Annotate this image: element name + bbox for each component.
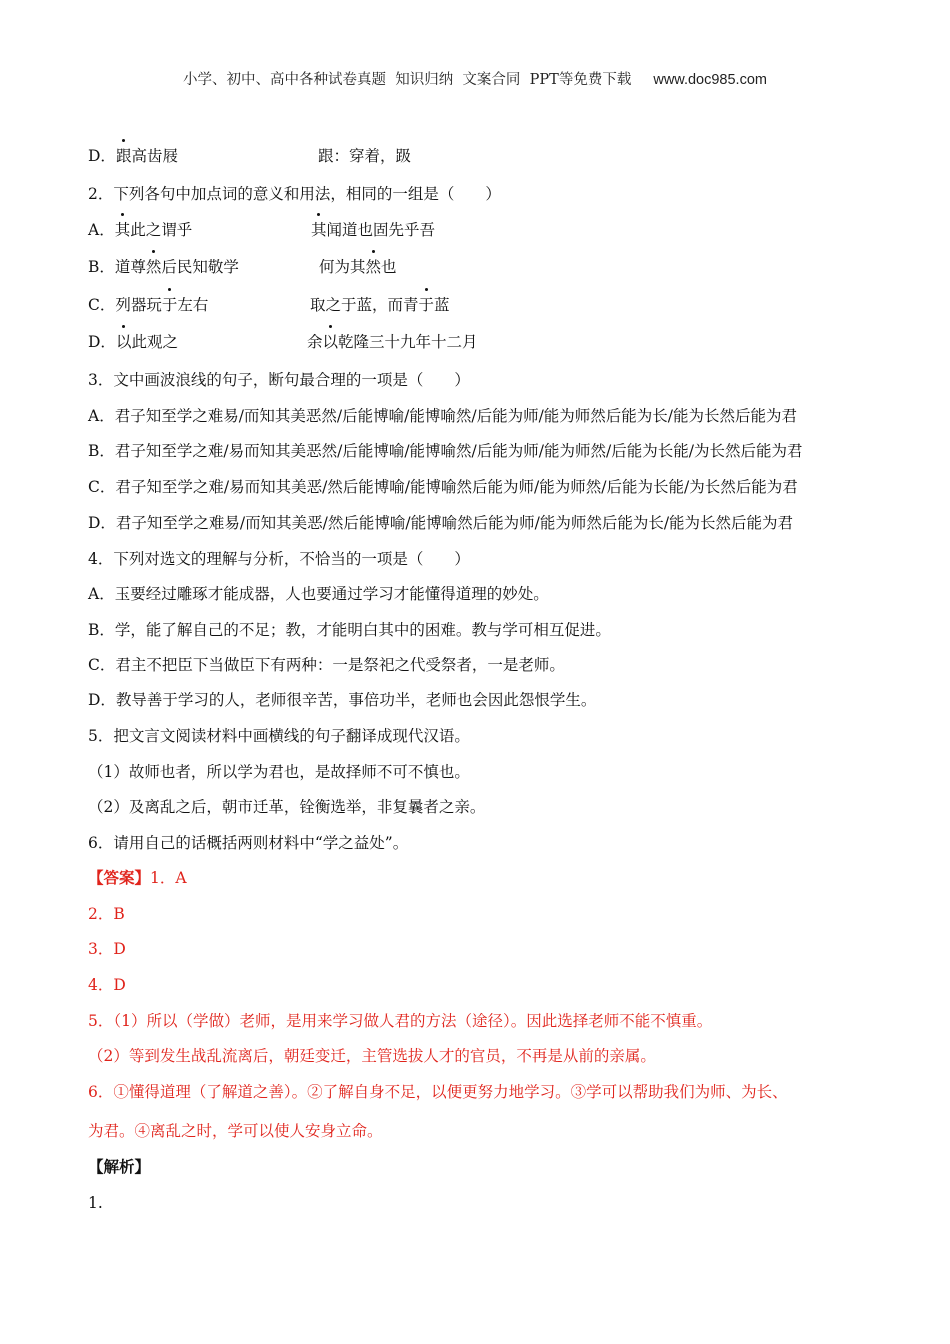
- q3-option-b: B．君子知至学之难/易而知其美恶然/后能博喻/能博喻然/后能为师/能为师然/后能为长能/为长然后能为君: [88, 442, 803, 460]
- q2-option-c: [88, 295, 450, 315]
- q4-stem: 4．下列对选文的理解与分析，不恰当的一项是（ ）: [88, 550, 470, 568]
- page-header: [0, 68, 950, 89]
- header-url[interactable]: www.doc985.com: [653, 72, 767, 88]
- text-pre: 列器玩: [115, 296, 162, 314]
- text-post: 也: [381, 258, 397, 276]
- answer-6-line-2: 为君。④离乱之时，学可以使人安身立命。: [88, 1122, 383, 1140]
- answer-line-1: [88, 868, 187, 888]
- q2-stem: 2．下列各句中加点词的意义和用法，相同的一组是（ ）: [88, 185, 501, 203]
- q4-option-c: C．君主不把臣下当做臣下有两种：一是祭祀之代受祭者，一是老师。: [88, 656, 565, 674]
- text-post: 此之谓乎: [130, 221, 193, 239]
- option-sentence-2: [307, 332, 478, 352]
- header-text: 小学、初中、高中各种试卷真题 知识归纳 文案合同 PPT等免费下载: [183, 72, 632, 88]
- option-label: B．: [88, 258, 115, 276]
- q3-stem: 3．文中画波浪线的句子，断句最合理的一项是（ ）: [88, 371, 470, 389]
- dotted-char: 于: [418, 296, 435, 314]
- q1-option-d: [88, 146, 412, 166]
- q4-option-d: D．教导善于学习的人，老师很辛苦，事倍功半，老师也会因此怨恨学生。: [88, 691, 597, 709]
- option-sentence-2: [311, 220, 435, 240]
- analysis-tag: 【解析】: [88, 1157, 151, 1176]
- answer-tag: 【答案】: [88, 868, 151, 887]
- q6-stem: 6．请用自己的话概括两则材料中“学之益处”。: [88, 834, 409, 852]
- dotted-char: 然: [145, 258, 162, 276]
- option-label: D．: [88, 147, 116, 165]
- q2-option-d: [88, 332, 478, 352]
- answer-5-1: 5．（1）所以（学做）老师，是用来学习做人君的方法（途径）。因此选择老师不能不慎重。: [88, 1012, 713, 1030]
- text-post: 此观之: [131, 333, 178, 351]
- dotted-char: 其: [311, 221, 327, 239]
- text-pre: 何为其: [319, 258, 366, 276]
- text-pre: 余: [307, 333, 323, 351]
- option-label: C．: [88, 296, 116, 314]
- text-post: 闻道也固先乎吾: [326, 221, 436, 239]
- option-label: D．: [88, 333, 116, 351]
- text-post: 后民知敬学: [161, 258, 239, 276]
- text-post: 蓝: [434, 296, 450, 314]
- q3-option-a: A．君子知至学之难易/而知其美恶然/后能博喻/能博喻然/后能为师/能为师然后能为长/能为长然后能为君: [88, 407, 798, 425]
- answer-2: 2．B: [88, 905, 125, 923]
- q4-option-b: B．学，能了解自己的不足；教，才能明白其中的困难。教与学可相互促进。: [88, 621, 611, 639]
- dotted-char: 跟: [115, 147, 132, 165]
- dotted-char: 以: [322, 333, 339, 351]
- text-post: 乾隆三十九年十二月: [338, 333, 478, 351]
- analysis-1: 1.: [88, 1194, 103, 1212]
- answer-6-line-1: 6．①懂得道理（了解道之善）。②了解自身不足，以便更努力地学习。③学可以帮助我们为师、为长、: [88, 1083, 788, 1101]
- dotted-char: 其: [114, 221, 131, 239]
- q2-option-a: [88, 220, 436, 240]
- text-pre: 道尊: [114, 258, 146, 276]
- option-sentence-2: [310, 295, 450, 315]
- q4-option-a: A．玉要经过雕琢才能成器，人也要通过学习才能懂得道理的妙处。: [88, 585, 549, 603]
- answer-3: 3．D: [88, 940, 126, 958]
- answer-5-2: （2）等到发生战乱流离后，朝廷变迁，主管选拔人才的官员，不再是从前的亲属。: [88, 1047, 656, 1065]
- option-gloss: 跟：穿着，趿: [318, 147, 412, 165]
- option-text: 高齿屐: [131, 147, 178, 165]
- answer-1: 1．A: [150, 869, 187, 887]
- dotted-char: 于: [161, 296, 178, 314]
- q3-option-c: C．君子知至学之难/易而知其美恶/然后能博喻/能博喻然后能为师/能为师然/后能为长能/为长然后能为君: [88, 478, 798, 496]
- dotted-char: 以: [115, 333, 132, 351]
- text-pre: 取之于蓝，而青: [310, 296, 419, 314]
- answer-4: 4．D: [88, 976, 126, 994]
- option-label: A．: [88, 221, 115, 239]
- dotted-char: 然: [365, 258, 382, 276]
- q2-option-b: [88, 257, 397, 277]
- q5-item-1: （1）故师也者，所以学为君也，是故择师不可不慎也。: [88, 763, 470, 781]
- q5-stem: 5．把文言文阅读材料中画横线的句子翻译成现代汉语。: [88, 727, 470, 745]
- text-post: 左右: [177, 296, 209, 314]
- q3-option-d: D．君子知至学之难易/而知其美恶/然后能博喻/能博喻然后能为师/能为师然后能为长/能为长然后能为君: [88, 514, 794, 532]
- option-sentence-2: [319, 257, 397, 277]
- q5-item-2: （2）及离乱之后，朝市迁革，铨衡选举，非复曩者之亲。: [88, 798, 486, 816]
